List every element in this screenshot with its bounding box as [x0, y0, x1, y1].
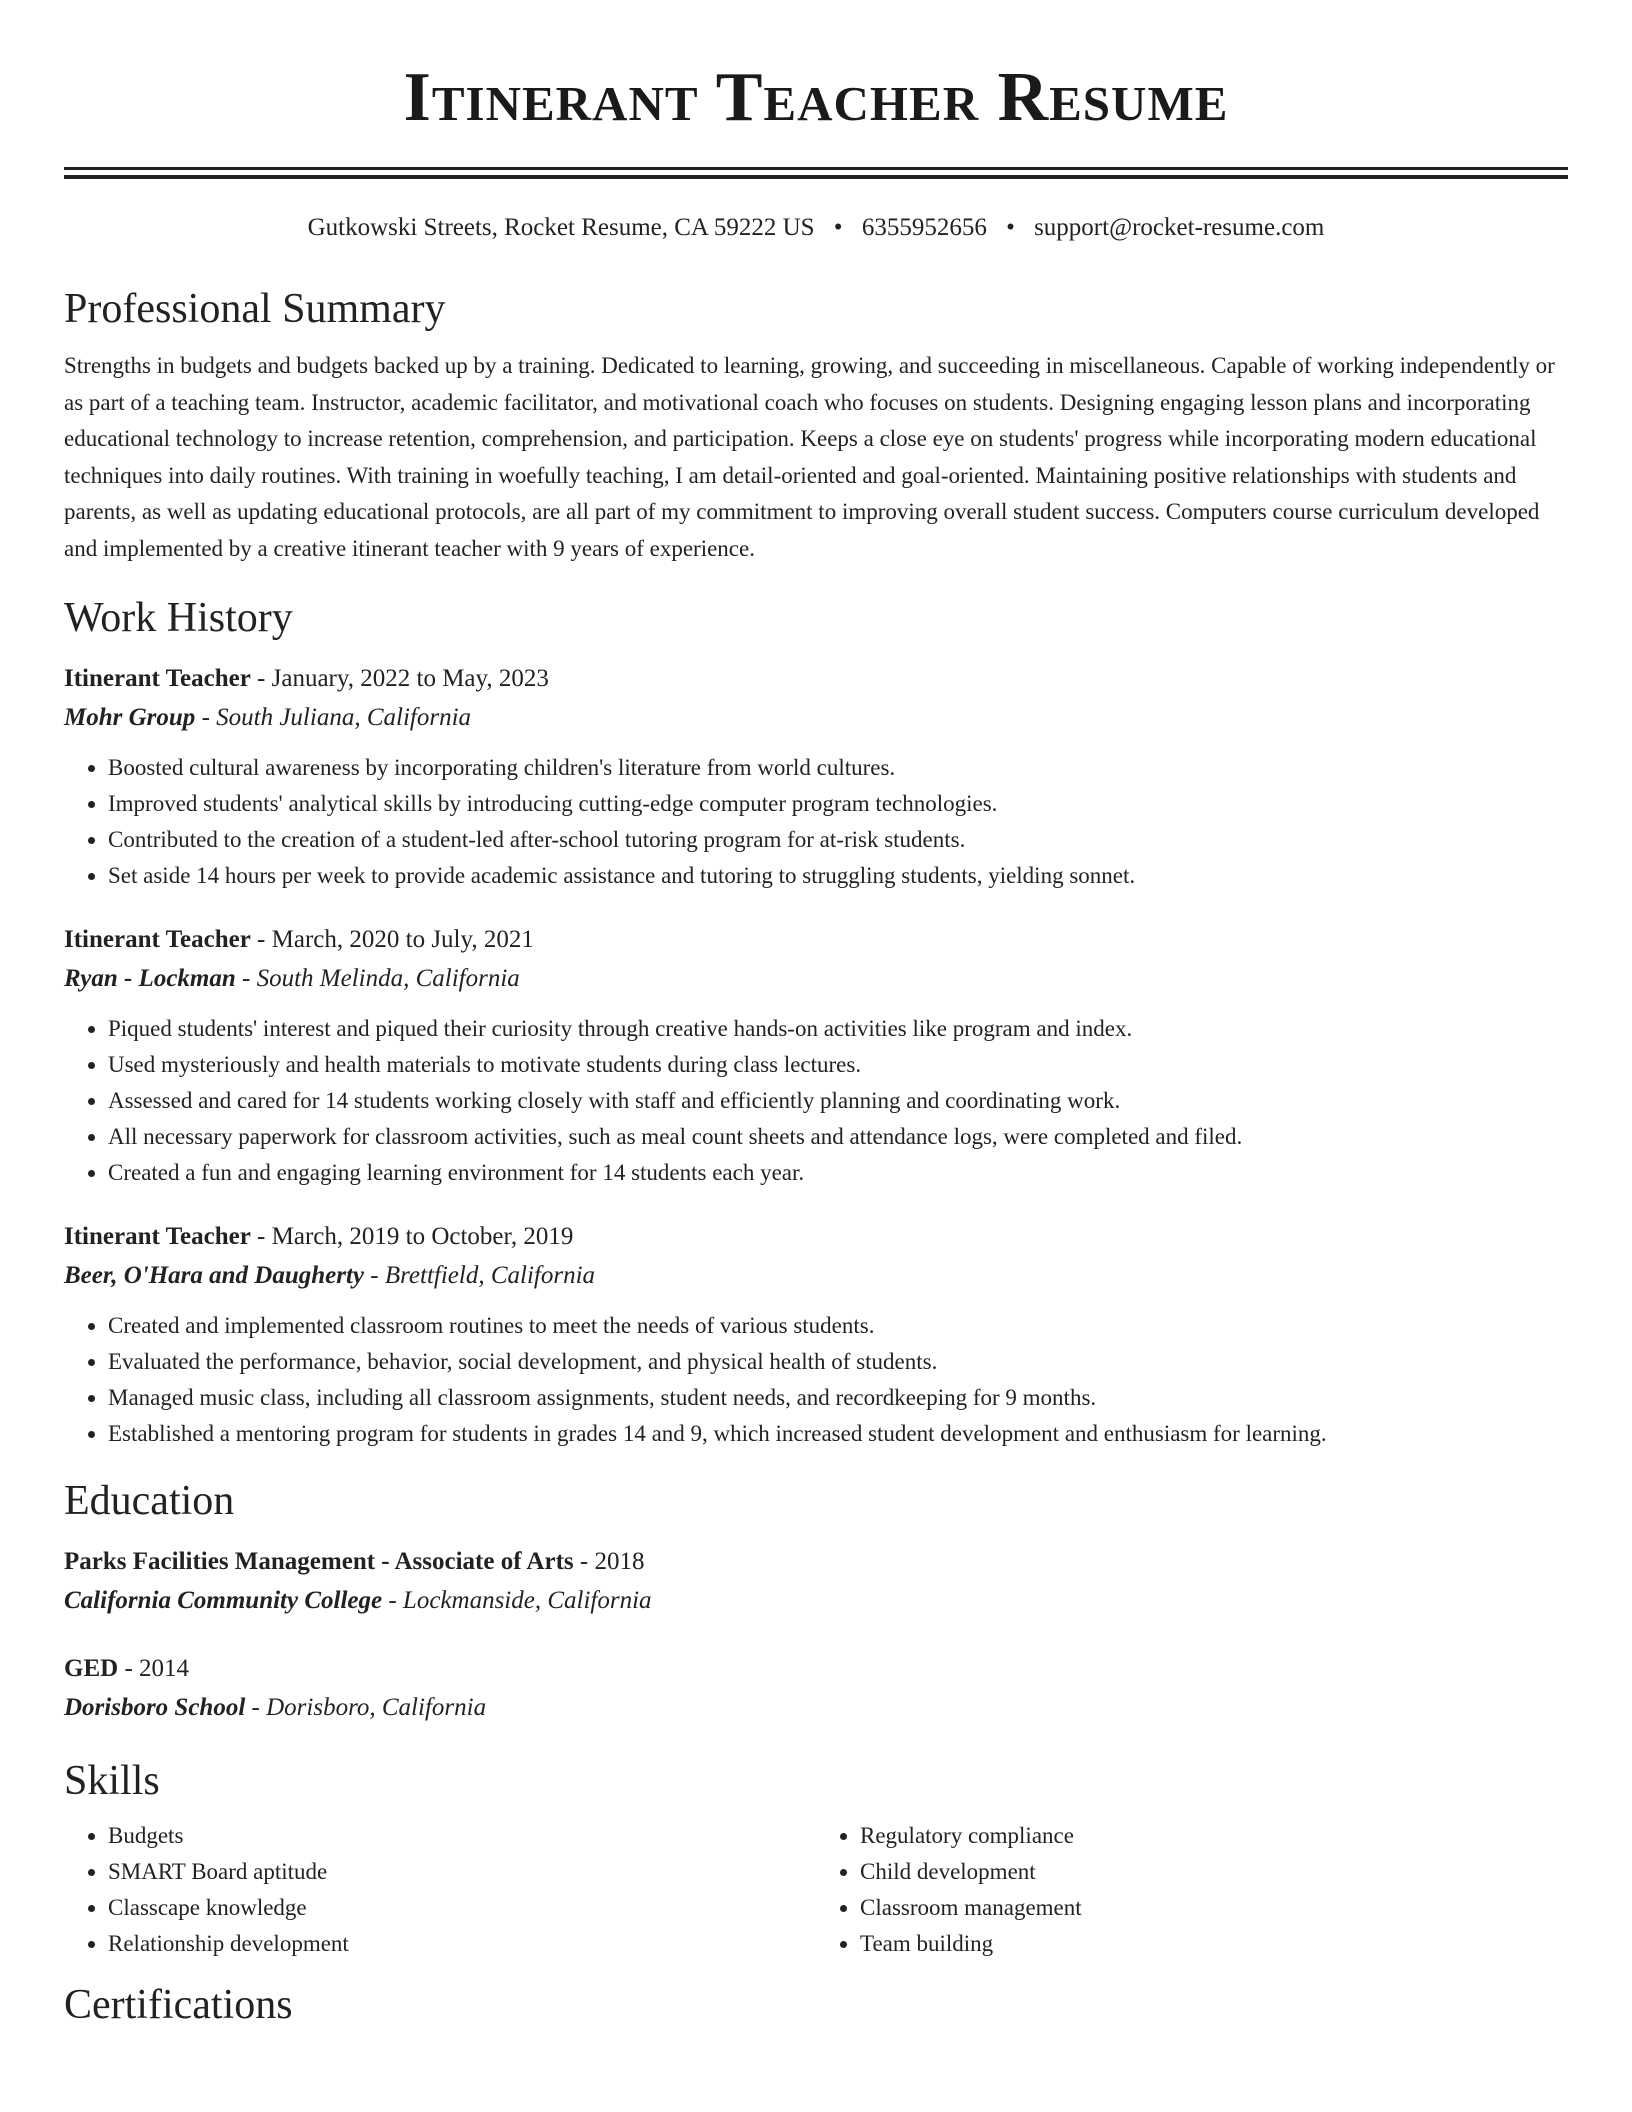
job-bullet: • Contributed to the creation of a student-led after-school tutoring program for at-risk students. [108, 822, 1568, 858]
degree-line [64, 1649, 1568, 1688]
company-line [64, 959, 1568, 999]
job-title-line [64, 659, 1568, 698]
job-title: Itinerant Teacher [64, 665, 251, 692]
job-bullet: • Boosted cultural awareness by incorporating children's literature from world cultures. [108, 750, 1568, 786]
degree-name: GED [64, 1655, 119, 1682]
resume-page [64, 0, 1568, 2030]
degree-year: - 2018 [573, 1548, 645, 1575]
skills-column-right [816, 1818, 1568, 1962]
job-entry [64, 1217, 1568, 1452]
skills-column-left [64, 1818, 816, 1962]
job-entry [64, 659, 1568, 894]
skills-list [64, 1818, 1568, 1962]
job-bullet: • Evaluated the performance, behavior, social development, and physical health of students. [108, 1344, 1568, 1380]
education-entry [64, 1649, 1568, 1728]
job-bullets [64, 1011, 1568, 1191]
resume-title: Itinerant Teacher Resume [403, 59, 1229, 136]
summary-text: Strengths in budgets and budgets backed up by a training. Dedicated to learning, growing, and succeeding in miscellaneous. Capable of working independently or as part of a teaching team. Instructor, academic facilitator, and motivational coach who focuses on students. Designing engaging lesson plans and incorporating educational technology to increase retention, comprehension, and participation. Keeps a close eye on students' progress while incorporating modern educational techniques into daily routines. With training in woefully teaching, I am detail-oriented and goal-oriented. Maintaining positive relationships with students and parents, as well as updating educational protocols, are all part of my commitment to improving overall student success. Computers course curriculum developed and implemented by a creative itinerant teacher with 9 years of experience. [64, 353, 1555, 561]
job-bullets [64, 1308, 1568, 1452]
company-name: Mohr Group [64, 704, 196, 731]
degree-line [64, 1542, 1568, 1581]
skill-item: • Classcape knowledge [108, 1890, 816, 1926]
skill-item: • Regulatory compliance [860, 1818, 1568, 1854]
school-name: Dorisboro School [64, 1694, 246, 1721]
title-divider [64, 167, 1568, 179]
school-location: - Dorisboro, California [245, 1694, 487, 1721]
skill-item: • Relationship development [108, 1926, 816, 1962]
job-bullet: • All necessary paperwork for classroom activities, such as meal count sheets and attendance logs, were completed and filed. [108, 1119, 1568, 1155]
job-title-line [64, 920, 1568, 959]
job-title: Itinerant Teacher [64, 1223, 251, 1250]
company-line [64, 1256, 1568, 1296]
education-entry [64, 1542, 1568, 1621]
contact-line [64, 212, 1568, 244]
school-line [64, 1688, 1568, 1728]
job-title-line [64, 1217, 1568, 1256]
job-bullet: • Established a mentoring program for students in grades 14 and 9, which increased student development and enthusiasm for learning. [108, 1416, 1568, 1452]
company-name: Beer, O'Hara and Daugherty [64, 1262, 365, 1289]
school-line [64, 1581, 1568, 1621]
contact-separator: • [833, 214, 843, 241]
degree-year: - 2014 [118, 1655, 190, 1682]
contact-separator: • [1006, 214, 1015, 241]
job-bullet: • Created a fun and engaging learning environment for 14 students each year. [108, 1155, 1568, 1191]
certifications-heading: Certifications [64, 1982, 293, 2028]
job-dates: - January, 2022 to May, 2023 [250, 665, 549, 692]
education-heading: Education [64, 1478, 235, 1524]
skills-heading: Skills [64, 1758, 160, 1804]
skill-item: • Child development [860, 1854, 1568, 1890]
skill-item: • Classroom management [860, 1890, 1568, 1926]
job-bullet: • Managed music class, including all classroom assignments, student needs, and recordkeeping for 9 months. [108, 1380, 1568, 1416]
job-bullet: • Created and implemented classroom routines to meet the needs of various students. [108, 1308, 1568, 1344]
contact-phone: 6355952656 [861, 214, 987, 241]
job-bullet: • Piqued students' interest and piqued their curiosity through creative hands-on activities like program and index. [108, 1011, 1568, 1047]
job-bullet: • Assessed and cared for 14 students working closely with staff and efficiently planning and coordinating work. [108, 1083, 1568, 1119]
job-bullets [64, 750, 1568, 894]
skill-item: • Team building [860, 1926, 1568, 1962]
job-dates: - March, 2019 to October, 2019 [250, 1223, 574, 1250]
contact-email: support@rocket-resume.com [1034, 214, 1325, 241]
school-location: - Lockmanside, California [382, 1587, 652, 1614]
skill-item: • Budgets [108, 1818, 816, 1854]
company-name: Ryan - Lockman [64, 965, 236, 992]
company-line [64, 698, 1568, 738]
job-bullet: • Improved students' analytical skills by introducing cutting-edge computer program technologies. [108, 786, 1568, 822]
job-title: Itinerant Teacher [64, 926, 251, 953]
degree-name: Parks Facilities Management - Associate of Arts [64, 1548, 574, 1575]
job-entry [64, 920, 1568, 1191]
company-location: - South Juliana, California [195, 704, 472, 731]
summary-heading: Professional Summary [64, 286, 446, 332]
work-history-heading: Work History [64, 595, 293, 641]
school-name: California Community College [64, 1587, 383, 1614]
skill-item: • SMART Board aptitude [108, 1854, 816, 1890]
company-location: - Brettfield, California [364, 1262, 596, 1289]
job-bullet: • Set aside 14 hours per week to provide academic assistance and tutoring to struggling students, yielding sonnet. [108, 858, 1568, 894]
job-bullet: • Used mysteriously and health materials to motivate students during class lectures. [108, 1047, 1568, 1083]
company-location: - South Melinda, California [235, 965, 520, 992]
job-dates: - March, 2020 to July, 2021 [250, 926, 534, 953]
contact-address: Gutkowski Streets, Rocket Resume, CA 59222 US [307, 214, 815, 241]
